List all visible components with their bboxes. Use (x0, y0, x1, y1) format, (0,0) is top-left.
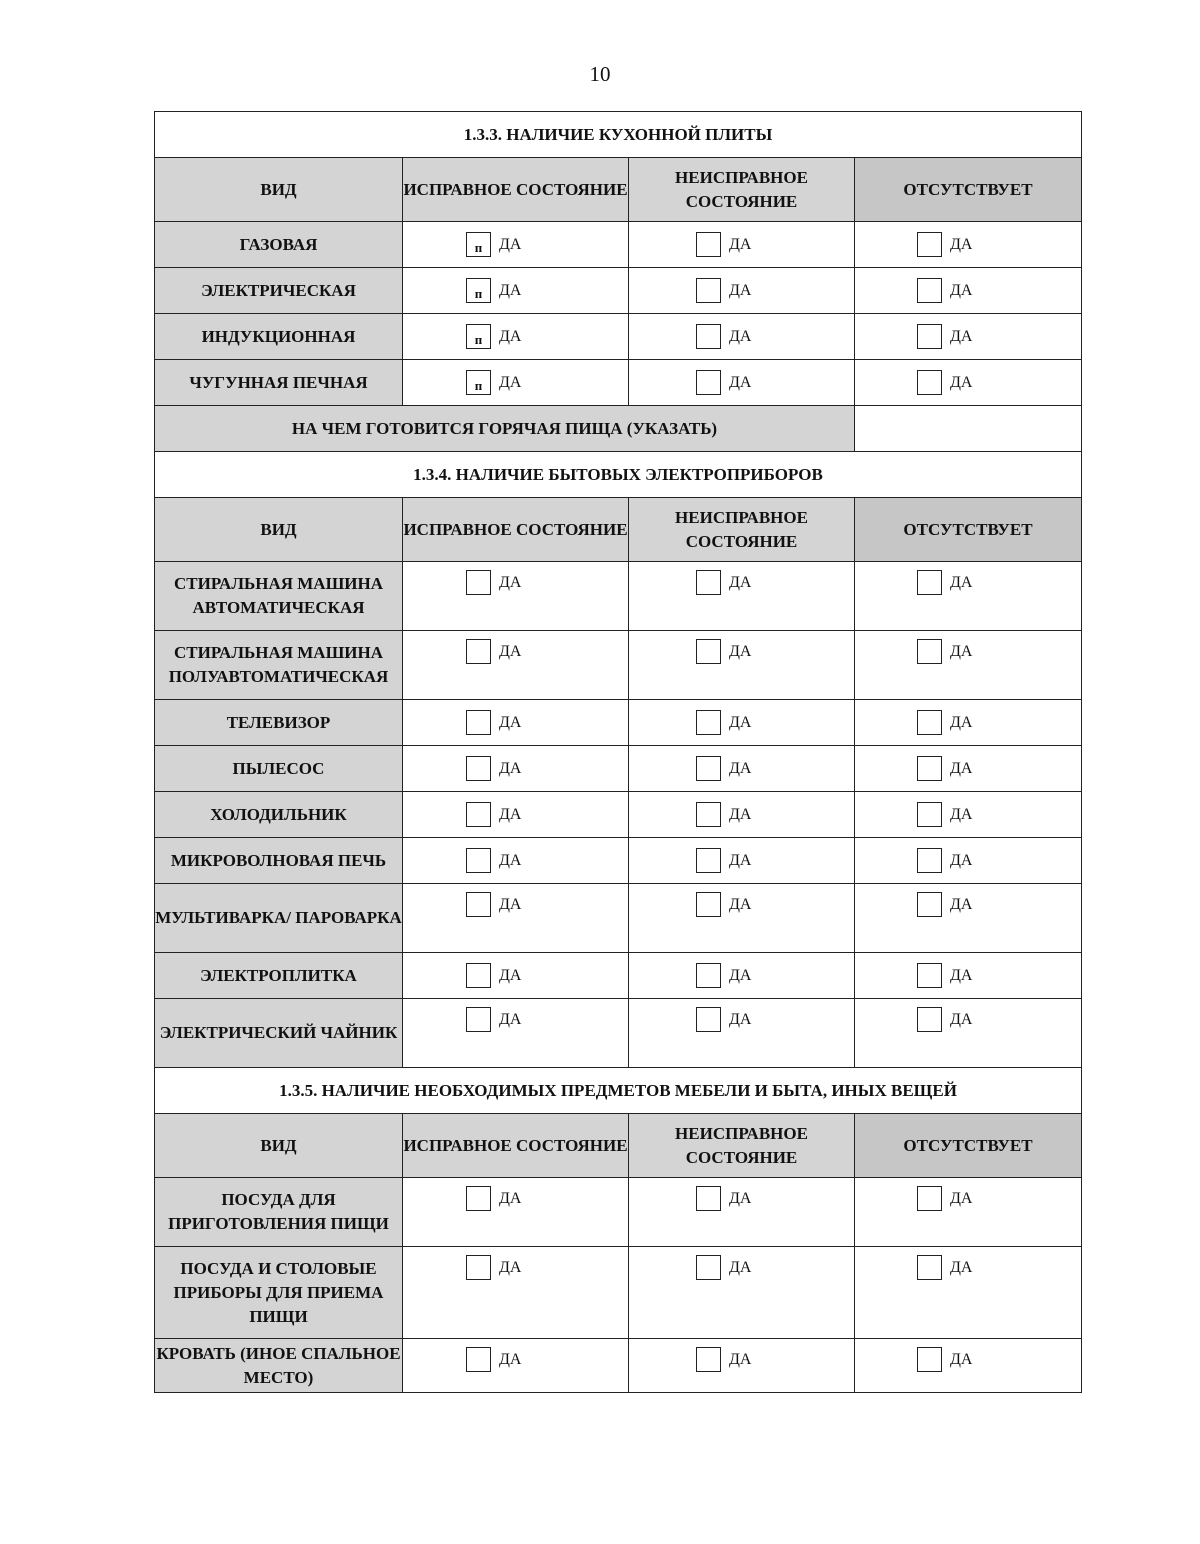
appliance-row (155, 953, 1082, 999)
appliances-section-title: 1.3.4. НАЛИЧИЕ БЫТОВЫХ ЭЛЕКТРОПРИБОРОВ (155, 452, 1082, 498)
column-header-good: ИСПРАВНОЕ СОСТОЯНИЕ (403, 498, 629, 562)
furniture-row (155, 1247, 1082, 1339)
absent-checkbox[interactable] (917, 639, 942, 664)
hot-food-row (155, 406, 1082, 452)
bad-option (696, 1186, 854, 1211)
good-checkbox[interactable] (466, 1007, 491, 1032)
checkbox-label: ДА (499, 966, 522, 984)
stove-item-label: ЧУГУННАЯ ПЕЧНАЯ (155, 360, 403, 406)
bad-option (696, 570, 854, 595)
checkbox-label: ДА (950, 966, 973, 984)
appliance-item-label: СТИРАЛЬНАЯ МАШИНА ПОЛУАВТОМАТИЧЕСКАЯ (155, 631, 403, 700)
absent-checkbox[interactable] (917, 370, 942, 395)
checkbox-label: ДА (729, 1010, 752, 1028)
good-option (466, 710, 628, 735)
bad-option (696, 1347, 854, 1372)
furniture-header-row (155, 1114, 1082, 1178)
checkbox-label: ДА (950, 895, 973, 913)
absent-checkbox[interactable] (917, 1186, 942, 1211)
checkbox-label: ДА (499, 805, 522, 823)
good-option (466, 963, 628, 988)
checkbox-label: ДА (729, 895, 752, 913)
stove-header-row (155, 158, 1082, 222)
absent-checkbox[interactable] (917, 756, 942, 781)
checkbox-label: ДА (499, 1189, 522, 1207)
checkbox-label: ДА (499, 1350, 522, 1368)
bad-checkbox[interactable] (696, 710, 721, 735)
absent-checkbox[interactable] (917, 892, 942, 917)
column-header-bad: НЕИСПРАВНОЕ СОСТОЯНИЕ (629, 498, 855, 562)
column-header-absent: ОТСУТСТВУЕТ (855, 1114, 1082, 1178)
absent-option (917, 848, 1081, 873)
checkbox-label: ДА (729, 805, 752, 823)
bad-checkbox[interactable] (696, 370, 721, 395)
good-checkbox[interactable] (466, 570, 491, 595)
bad-option (696, 1255, 854, 1280)
good-checkbox[interactable] (466, 232, 491, 257)
appliance-row (155, 562, 1082, 631)
absent-option (917, 756, 1081, 781)
good-option (466, 232, 628, 257)
bad-option (696, 802, 854, 827)
bad-checkbox[interactable] (696, 756, 721, 781)
absent-checkbox[interactable] (917, 1007, 942, 1032)
column-header-absent: ОТСУТСТВУЕТ (855, 498, 1082, 562)
absent-checkbox[interactable] (917, 1255, 942, 1280)
checkbox-label: ДА (950, 1350, 973, 1368)
good-checkbox[interactable] (466, 324, 491, 349)
absent-checkbox[interactable] (917, 1347, 942, 1372)
absent-checkbox[interactable] (917, 710, 942, 735)
appliance-item-label: ЭЛЕКТРИЧЕСКИЙ ЧАЙНИК (155, 999, 403, 1068)
checkbox-label: ДА (499, 1010, 522, 1028)
bad-checkbox[interactable] (696, 892, 721, 917)
absent-option (917, 802, 1081, 827)
checkbox-label: ДА (729, 966, 752, 984)
absent-checkbox[interactable] (917, 324, 942, 349)
checkbox-label: ДА (729, 1258, 752, 1276)
bad-option (696, 232, 854, 257)
appliance-row (155, 999, 1082, 1068)
checkbox-label: ДА (729, 327, 752, 345)
checkbox-label: ДА (499, 1258, 522, 1276)
checkbox-label: ДА (729, 1350, 752, 1368)
absent-option (917, 324, 1081, 349)
furniture-item-label: ПОСУДА И СТОЛОВЫЕ ПРИБОРЫ ДЛЯ ПРИЕМА ПИЩИ (155, 1247, 403, 1339)
checkbox-label: ДА (499, 373, 522, 391)
good-checkbox[interactable] (466, 370, 491, 395)
appliance-row (155, 884, 1082, 953)
bad-checkbox[interactable] (696, 802, 721, 827)
stove-item-label: ЭЛЕКТРИЧЕСКАЯ (155, 268, 403, 314)
checkbox-label: ДА (950, 805, 973, 823)
column-header-good: ИСПРАВНОЕ СОСТОЯНИЕ (403, 158, 629, 222)
checkbox-label: ДА (729, 373, 752, 391)
stove-row (155, 314, 1082, 360)
furniture-section-title: 1.3.5. НАЛИЧИЕ НЕОБХОДИМЫХ ПРЕДМЕТОВ МЕБЕЛИ И БЫТА, ИНЫХ ВЕЩЕЙ (155, 1068, 1082, 1114)
good-option (466, 756, 628, 781)
checkbox-label: ДА (499, 573, 522, 591)
bad-option (696, 892, 854, 917)
column-header-bad: НЕИСПРАВНОЕ СОСТОЯНИЕ (629, 1114, 855, 1178)
absent-checkbox[interactable] (917, 848, 942, 873)
checkbox-label: ДА (950, 1189, 973, 1207)
bad-checkbox[interactable] (696, 1186, 721, 1211)
column-header-absent: ОТСУТСТВУЕТ (855, 158, 1082, 222)
absent-option (917, 1255, 1081, 1280)
good-checkbox[interactable] (466, 1255, 491, 1280)
bad-option (696, 370, 854, 395)
checkbox-label: ДА (950, 759, 973, 777)
column-header-type: ВИД (155, 158, 403, 222)
checkbox-label: ДА (950, 1010, 973, 1028)
hot-food-answer-field[interactable] (855, 406, 1082, 452)
bad-checkbox[interactable] (696, 324, 721, 349)
good-checkbox[interactable] (466, 892, 491, 917)
checkbox-label: ДА (950, 1258, 973, 1276)
stove-item-label: ИНДУКЦИОННАЯ (155, 314, 403, 360)
checkbox-label: ДА (729, 759, 752, 777)
appliance-item-label: ТЕЛЕВИЗОР (155, 700, 403, 746)
absent-option (917, 1347, 1081, 1372)
good-option (466, 802, 628, 827)
absent-option (917, 963, 1081, 988)
furniture-row (155, 1178, 1082, 1247)
appliance-item-label: СТИРАЛЬНАЯ МАШИНА АВТОМАТИЧЕСКАЯ (155, 562, 403, 631)
stove-section-title: 1.3.3. НАЛИЧИЕ КУХОННОЙ ПЛИТЫ (155, 112, 1082, 158)
checkbox-label: ДА (729, 235, 752, 253)
good-option (466, 324, 628, 349)
checkbox-label: ДА (729, 1189, 752, 1207)
absent-option (917, 278, 1081, 303)
checkbox-label: ДА (499, 851, 522, 869)
checkbox-label: ДА (499, 327, 522, 345)
bad-checkbox[interactable] (696, 848, 721, 873)
handwritten-mark: п (474, 378, 483, 393)
bad-option (696, 1007, 854, 1032)
checkbox-label: ДА (499, 895, 522, 913)
bad-option (696, 324, 854, 349)
appliance-item-label: ЭЛЕКТРОПЛИТКА (155, 953, 403, 999)
column-header-bad: НЕИСПРАВНОЕ СОСТОЯНИЕ (629, 158, 855, 222)
good-option (466, 570, 628, 595)
stove-row (155, 222, 1082, 268)
column-header-type: ВИД (155, 1114, 403, 1178)
absent-option (917, 1007, 1081, 1032)
column-header-good: ИСПРАВНОЕ СОСТОЯНИЕ (403, 1114, 629, 1178)
appliance-row (155, 746, 1082, 792)
absent-checkbox[interactable] (917, 570, 942, 595)
furniture-item-label: ПОСУДА ДЛЯ ПРИГОТОВЛЕНИЯ ПИЩИ (155, 1178, 403, 1247)
checkbox-label: ДА (950, 573, 973, 591)
bad-checkbox[interactable] (696, 570, 721, 595)
checkbox-label: ДА (950, 851, 973, 869)
absent-checkbox[interactable] (917, 278, 942, 303)
household-form-table (154, 111, 1082, 1393)
bad-option (696, 710, 854, 735)
appliances-header-row (155, 498, 1082, 562)
appliance-item-label: МИКРОВОЛНОВАЯ ПЕЧЬ (155, 838, 403, 884)
absent-checkbox[interactable] (917, 232, 942, 257)
good-checkbox[interactable] (466, 963, 491, 988)
furniture-item-label: КРОВАТЬ (ИНОЕ СПАЛЬНОЕ МЕСТО) (155, 1339, 403, 1393)
good-checkbox[interactable] (466, 1347, 491, 1372)
bad-option (696, 756, 854, 781)
stove-row (155, 268, 1082, 314)
column-header-type: ВИД (155, 498, 403, 562)
appliance-item-label: ПЫЛЕСОС (155, 746, 403, 792)
bad-checkbox[interactable] (696, 1347, 721, 1372)
good-checkbox[interactable] (466, 756, 491, 781)
good-option (466, 848, 628, 873)
checkbox-label: ДА (499, 642, 522, 660)
hot-food-question: НА ЧЕМ ГОТОВИТСЯ ГОРЯЧАЯ ПИЩА (УКАЗАТЬ) (155, 406, 855, 452)
checkbox-label: ДА (950, 642, 973, 660)
appliance-row (155, 838, 1082, 884)
good-checkbox[interactable] (466, 848, 491, 873)
good-option (466, 1347, 628, 1372)
bad-checkbox[interactable] (696, 963, 721, 988)
bad-option (696, 278, 854, 303)
appliance-row (155, 631, 1082, 700)
appliance-row (155, 792, 1082, 838)
stove-item-label: ГАЗОВАЯ (155, 222, 403, 268)
handwritten-mark: п (474, 240, 483, 255)
checkbox-label: ДА (950, 327, 973, 345)
absent-option (917, 639, 1081, 664)
appliance-item-label: МУЛЬТИВАРКА/ ПАРОВАРКА (155, 884, 403, 953)
stove-row (155, 360, 1082, 406)
checkbox-label: ДА (499, 281, 522, 299)
checkbox-label: ДА (950, 713, 973, 731)
handwritten-mark: п (474, 286, 483, 301)
absent-checkbox[interactable] (917, 963, 942, 988)
bad-checkbox[interactable] (696, 1255, 721, 1280)
checkbox-label: ДА (950, 235, 973, 253)
appliance-row (155, 700, 1082, 746)
good-checkbox[interactable] (466, 639, 491, 664)
appliance-item-label: ХОЛОДИЛЬНИК (155, 792, 403, 838)
absent-option (917, 710, 1081, 735)
good-option (466, 892, 628, 917)
checkbox-label: ДА (729, 713, 752, 731)
good-option (466, 370, 628, 395)
bad-option (696, 848, 854, 873)
bad-checkbox[interactable] (696, 639, 721, 664)
good-option (466, 639, 628, 664)
checkbox-label: ДА (499, 713, 522, 731)
handwritten-mark: п (474, 332, 483, 347)
checkbox-label: ДА (499, 235, 522, 253)
absent-option (917, 1186, 1081, 1211)
absent-option (917, 370, 1081, 395)
bad-checkbox[interactable] (696, 278, 721, 303)
bad-option (696, 963, 854, 988)
absent-checkbox[interactable] (917, 802, 942, 827)
bad-checkbox[interactable] (696, 232, 721, 257)
checkbox-label: ДА (729, 642, 752, 660)
good-checkbox[interactable] (466, 802, 491, 827)
checkbox-label: ДА (729, 281, 752, 299)
checkbox-label: ДА (729, 573, 752, 591)
page-number: 10 (589, 62, 611, 86)
bad-checkbox[interactable] (696, 1007, 721, 1032)
good-option (466, 1186, 628, 1211)
good-option (466, 1255, 628, 1280)
absent-option (917, 232, 1081, 257)
checkbox-label: ДА (499, 759, 522, 777)
checkbox-label: ДА (729, 851, 752, 869)
bad-option (696, 639, 854, 664)
absent-option (917, 892, 1081, 917)
good-option (466, 1007, 628, 1032)
good-option (466, 278, 628, 303)
good-checkbox[interactable] (466, 1186, 491, 1211)
checkbox-label: ДА (950, 281, 973, 299)
furniture-row (155, 1339, 1082, 1393)
good-checkbox[interactable] (466, 710, 491, 735)
absent-option (917, 570, 1081, 595)
checkbox-label: ДА (950, 373, 973, 391)
good-checkbox[interactable] (466, 278, 491, 303)
